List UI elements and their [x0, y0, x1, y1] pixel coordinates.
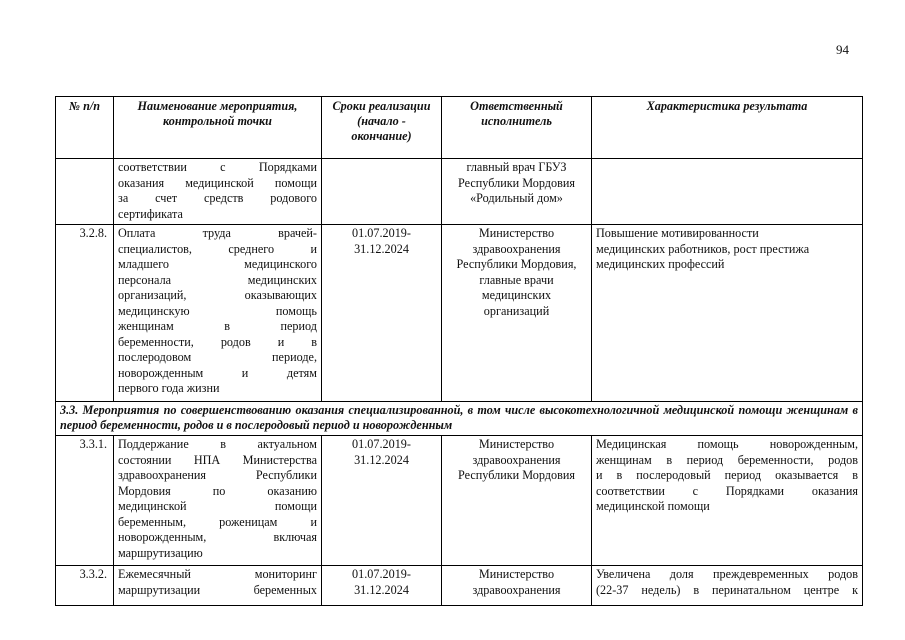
cell-num: 3.3.2. — [56, 566, 114, 606]
cell-line: 01.07.2019- — [352, 567, 411, 581]
cell-line: здравоохранения — [472, 582, 561, 597]
cell-line: главные врачи — [479, 272, 554, 287]
cell-name — [114, 159, 322, 225]
cell-line: здравоохранения Республики — [118, 468, 317, 482]
cell-result — [592, 566, 863, 606]
cell-line: «Родильный дом» — [470, 191, 563, 205]
cell-line: персонала медицинских — [118, 272, 317, 287]
table-row — [56, 436, 863, 566]
cell-line: и в послеродовый период оказывается в — [596, 468, 858, 482]
cell-line: женщинам в период — [118, 319, 317, 333]
cell-name — [114, 566, 322, 606]
cell-num: 3.2.8. — [56, 225, 114, 402]
cell-line: Министерство — [478, 437, 555, 451]
cell-line: послеродовом периоде, — [118, 350, 317, 364]
cell-line: организаций, оказывающих — [118, 288, 317, 302]
cell-line: медицинских работников, рост престижа — [596, 241, 810, 256]
cell-line: Медицинская помощь новорожденным, — [596, 437, 858, 451]
table-row — [56, 225, 863, 402]
cell-name — [114, 436, 322, 566]
cell-responsible — [442, 436, 592, 566]
cell-line: медицинских профессий — [596, 257, 725, 271]
cell-line: медицинской помощи — [118, 499, 317, 513]
cell-line: главный врач ГБУЗ — [466, 160, 567, 174]
cell-line: женщинам в период беременности, родов — [596, 452, 858, 467]
cell-num — [56, 159, 114, 225]
cell-line: Увеличена доля преждевременных родов — [596, 567, 858, 581]
cell-result — [592, 225, 863, 402]
cell-line: специалистов, среднего и — [118, 241, 317, 256]
cell-dates — [322, 225, 442, 402]
header-name: Наименование мероприятия, контрольной точки — [114, 97, 322, 159]
cell-line: здравоохранения — [472, 452, 561, 467]
cell-line: Республики Мордовия — [458, 175, 575, 190]
cell-line: Мордовия по оказанию — [118, 483, 317, 498]
cell-line: здравоохранения — [472, 241, 561, 256]
header-result: Характеристика результата — [592, 97, 863, 159]
cell-line: 01.07.2019- — [352, 437, 411, 451]
table-header-row — [56, 97, 863, 159]
cell-line: Министерство — [478, 567, 555, 581]
cell-line: (22-37 недель) в перинатальном центре к — [596, 582, 858, 597]
cell-line: медицинских — [481, 288, 552, 302]
page-number: 94 — [836, 42, 849, 57]
section-row — [56, 402, 863, 436]
cell-responsible — [442, 159, 592, 225]
table-row — [56, 566, 863, 606]
cell-dates — [322, 159, 442, 225]
cell-dates — [322, 566, 442, 606]
cell-line: беременности, родов и в — [118, 334, 317, 349]
cell-line: 01.07.2019- — [352, 226, 411, 240]
cell-line: Ежемесячный мониторинг — [118, 567, 317, 581]
cell-result — [592, 436, 863, 566]
cell-line: Повышение мотивированности — [596, 226, 759, 240]
cell-responsible — [442, 566, 592, 606]
cell-line: за счет средств родового — [118, 191, 317, 205]
cell-line: новорожденным и детям — [118, 365, 317, 380]
cell-line: маршрутизации беременных — [118, 582, 317, 597]
cell-line: Оплата труда врачей- — [118, 226, 317, 240]
cell-result — [592, 159, 863, 225]
cell-line: беременным, роженицам и — [118, 514, 317, 529]
cell-line: оказания медицинской помощи — [118, 175, 317, 190]
cell-line: соответствии с Порядками оказания — [596, 483, 858, 498]
measures-table — [55, 96, 863, 606]
cell-line: новорожденным, включая — [118, 530, 317, 544]
cell-line: 31.12.2024 — [354, 452, 409, 467]
cell-line: Республики Мордовия — [458, 468, 575, 482]
cell-line: сертификата — [118, 206, 183, 221]
cell-name — [114, 225, 322, 402]
cell-line: 31.12.2024 — [354, 582, 409, 597]
cell-dates — [322, 436, 442, 566]
header-num: № п/п — [56, 97, 114, 159]
cell-line: медицинскую помощь — [118, 303, 317, 318]
header-responsible: Ответственный исполнитель — [442, 97, 592, 159]
cell-line: Министерство — [478, 226, 555, 240]
cell-line: Поддержание в актуальном — [118, 437, 317, 451]
cell-line: первого года жизни — [118, 381, 220, 395]
table-row — [56, 159, 863, 225]
cell-line: Республики Мордовия, — [456, 257, 577, 271]
header-dates: Сроки реализации (начало - окончание) — [322, 97, 442, 159]
cell-line: медицинской помощи — [596, 499, 710, 513]
cell-line: организаций — [483, 303, 550, 318]
cell-num: 3.3.1. — [56, 436, 114, 566]
cell-responsible — [442, 225, 592, 402]
cell-line: 31.12.2024 — [354, 241, 409, 256]
cell-line: младшего медицинского — [118, 257, 317, 271]
section-title: 3.3. Мероприятия по совершенствованию оказания специализированной, в том числе высокотехнологичной медицинской помощи женщинам в период беременности, родов и в послеродовый период и новорожденным — [56, 402, 863, 436]
cell-line: состоянии НПА Министерства — [118, 452, 317, 467]
cell-line: маршрутизацию — [118, 545, 203, 560]
cell-line: соответствии с Порядками — [118, 160, 317, 174]
